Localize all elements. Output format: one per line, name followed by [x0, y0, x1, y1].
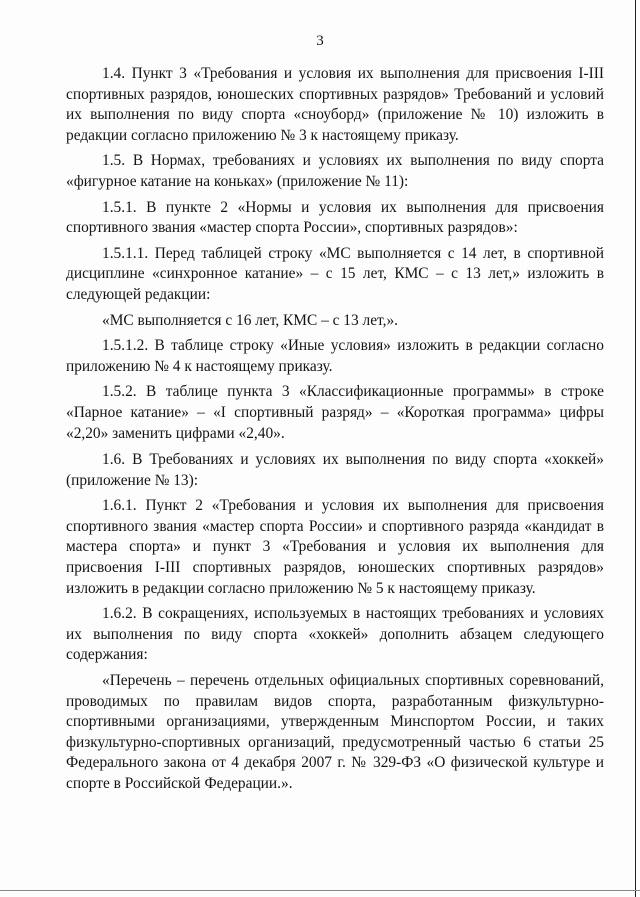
paragraph-1-5-1-2: 1.5.1.2. В таблице строку «Иные условия» изложить в редакции согласно приложению № 4 к настоящему приказу.	[66, 337, 604, 375]
paragraph-1-6: 1.6. В Требованиях и условиях их выполнения по виду спорта «хоккей» (приложение № 13):	[66, 451, 604, 489]
paragraph-1-6-1: 1.6.1. Пункт 2 «Требования и условия их выполнения для присвоения спортивного звания «мастер спорта России» и спортивного разряда «кандидат в мастера спорта» и пункт 3 «Требования и условия их выполнения для присвоения I-III спортивных разрядов, юношеских спортивных разрядов» изложить в редакции согласно приложению № 5 к настоящему приказу.	[66, 497, 604, 597]
scan-edge-bottom	[0, 890, 640, 891]
page-number: 3	[316, 33, 324, 49]
paragraph-1-5-1: 1.5.1. В пункте 2 «Нормы и условия их выполнения для присвоения спортивного звания «мастер спорта России», спортивных разрядов»:	[66, 198, 604, 237]
paragraph-1-4: 1.4. Пункт 3 «Требования и условия их выполнения для присвоения I-III спортивных разрядов, юношеских спортивных разрядов» Требований и условий их выполнения по виду спорта «сноуборд» (приложение № 10) изложить в редакции согласно приложению № 3 к настоящему приказу.	[66, 65, 604, 144]
paragraph-quote-ms: «МС выполняется с 16 лет, КМС – с 13 лет,».	[102, 311, 399, 329]
document-body	[66, 64, 604, 800]
paragraph-1-5-1-1: 1.5.1.1. Перед таблицей строку «МС выполняется с 14 лет, в спортивной дисциплине «синхронное катание» – с 15 лет, КМС – с 13 лет,» изложить в следующей редакции:	[66, 244, 604, 303]
scan-edge-right	[635, 0, 636, 897]
paragraph-quote-perechen: «Перечень – перечень отдельных официальных спортивных соревнований, проводимых по правилам видов спорта, разработанным физкультурно-спортивными организациями, утвержденным Минспортом России, и таких физкультурно-спортивных организаций, предусмотренный частью 6 статьи 25 Федерального закона от 4 декабря 2007 г. № 329-ФЗ «О физической культуре и спорте в Российской Федерации.».	[66, 672, 604, 792]
paragraph-1-5-2: 1.5.2. В таблице пункта 3 «Классификационные программы» в строке «Парное катание» – «I спортивный разряд» – «Короткая программа» цифры «2,20» заменить цифрами «2,40».	[66, 383, 604, 442]
paragraph-1-6-2: 1.6.2. В сокращениях, используемых в настоящих требованиях и условиях их выполнения по виду спорта «хоккей» дополнить абзацем следующего содержания:	[66, 605, 604, 664]
paragraph-1-5: 1.5. В Нормах, требованиях и условиях их выполнения по виду спорта «фигурное катание на коньках» (приложение № 11):	[66, 152, 604, 190]
